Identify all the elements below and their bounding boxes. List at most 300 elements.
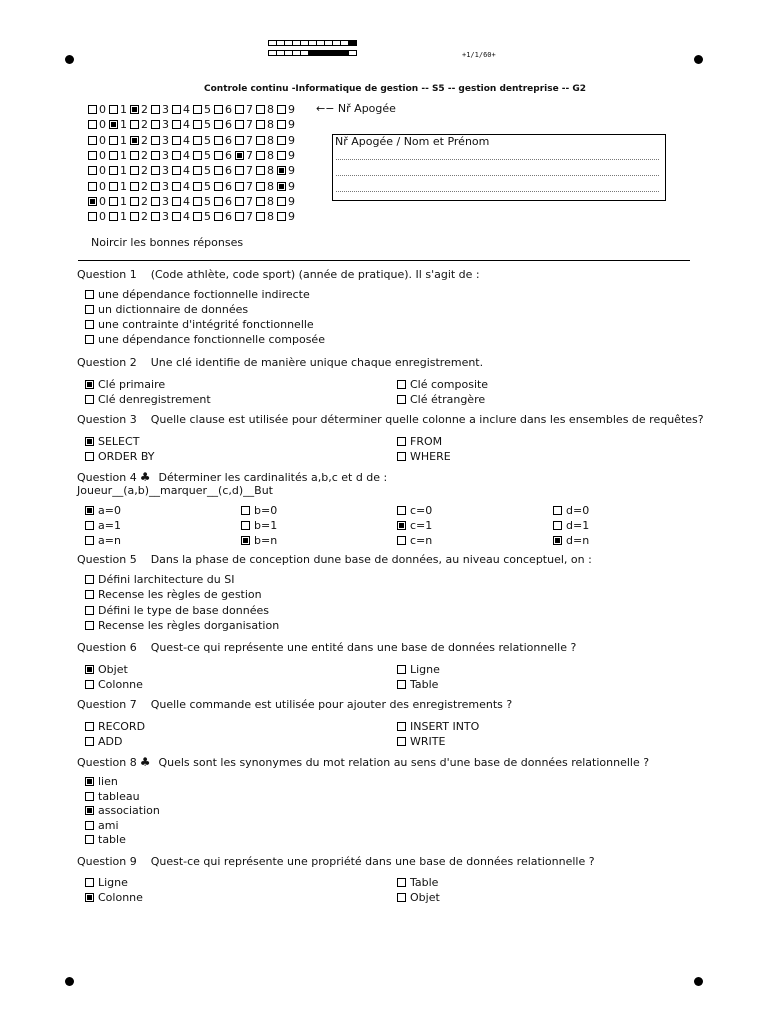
apogee-digit-3[interactable]	[151, 149, 169, 162]
apogee-digit-0[interactable]	[88, 164, 106, 177]
apogee-digit-7[interactable]	[235, 149, 253, 162]
page-id: +1/1/60+	[462, 51, 496, 59]
apogee-digit-4[interactable]	[172, 149, 190, 162]
checkbox-checked[interactable]	[277, 166, 286, 175]
apogee-digit-0[interactable]	[88, 103, 106, 116]
checkbox[interactable]	[88, 151, 97, 160]
checkbox[interactable]	[151, 197, 160, 206]
checkbox[interactable]	[193, 212, 202, 221]
apogee-digit-8[interactable]	[256, 180, 274, 193]
question-9-header	[77, 855, 595, 868]
apogee-digit-3[interactable]	[151, 103, 169, 116]
checkbox[interactable]	[88, 120, 97, 129]
answer-option[interactable]	[85, 303, 248, 316]
checkbox[interactable]	[397, 380, 406, 389]
checkbox[interactable]	[172, 105, 181, 114]
apogee-digit-8[interactable]	[256, 118, 274, 131]
apogee-digit-label: 6	[225, 103, 232, 116]
apogee-digit-4[interactable]	[172, 103, 190, 116]
answer-label: ami	[98, 818, 119, 832]
apogee-digit-1[interactable]	[109, 210, 127, 223]
checkbox[interactable]	[277, 212, 286, 221]
checkbox[interactable]	[235, 197, 244, 206]
apogee-digit-5[interactable]	[193, 103, 211, 116]
apogee-digit-9[interactable]	[277, 103, 295, 116]
checkbox[interactable]	[235, 166, 244, 175]
checkbox[interactable]	[214, 120, 223, 129]
answer-option[interactable]	[85, 775, 118, 788]
answer-option[interactable]	[85, 790, 140, 803]
apogee-digit-label: 3	[162, 148, 169, 162]
checkbox[interactable]	[88, 136, 97, 145]
checkbox[interactable]	[85, 792, 94, 801]
checkbox[interactable]	[151, 151, 160, 160]
apogee-digit-label: 1	[120, 148, 127, 162]
checkbox[interactable]	[85, 536, 94, 545]
answer-option[interactable]	[85, 378, 165, 391]
checkbox[interactable]	[193, 105, 202, 114]
checkbox[interactable]	[241, 506, 250, 515]
checkbox[interactable]	[397, 437, 406, 446]
checkbox[interactable]	[193, 136, 202, 145]
apogee-digit-3[interactable]	[151, 134, 169, 147]
apogee-digit-4[interactable]	[172, 118, 190, 131]
apogee-digit-4[interactable]	[172, 180, 190, 193]
apogee-digit-1[interactable]	[109, 195, 127, 208]
answer-option[interactable]	[85, 588, 262, 601]
checkbox[interactable]	[130, 151, 139, 160]
answer-label: Table	[410, 876, 439, 889]
apogee-digit-label: 2	[141, 133, 148, 147]
apogee-row	[88, 103, 298, 116]
checkbox[interactable]	[256, 212, 265, 221]
answer-label: Clé primaire	[98, 378, 166, 391]
answer-label: une dépendance fonctionnelle composée	[98, 333, 325, 346]
apogee-digit-5[interactable]	[193, 210, 211, 223]
checkbox[interactable]	[256, 136, 265, 145]
apogee-digit-8[interactable]	[256, 103, 274, 116]
answer-option[interactable]	[397, 876, 438, 889]
checkbox[interactable]	[277, 197, 286, 206]
checkbox[interactable]	[553, 506, 562, 515]
answer-option[interactable]	[241, 519, 277, 532]
checkbox[interactable]	[109, 182, 118, 191]
checkbox[interactable]	[214, 197, 223, 206]
answer-option[interactable]	[85, 573, 234, 586]
apogee-digit-1[interactable]	[109, 149, 127, 162]
multiple-answer-icon: ♣	[139, 470, 151, 484]
checkbox[interactable]	[109, 212, 118, 221]
checkbox[interactable]	[85, 835, 94, 844]
apogee-digit-6[interactable]	[214, 195, 232, 208]
apogee-digit-label: 1	[120, 164, 127, 178]
answer-option[interactable]	[553, 534, 589, 547]
checkbox[interactable]	[193, 197, 202, 206]
checkbox-checked[interactable]	[109, 120, 118, 129]
apogee-digit-3[interactable]	[151, 210, 169, 223]
checkbox[interactable]	[85, 737, 94, 746]
checkbox-checked[interactable]	[130, 136, 139, 145]
answer-option[interactable]	[85, 678, 143, 691]
answer-option[interactable]	[85, 435, 139, 448]
checkbox[interactable]	[85, 290, 94, 299]
apogee-digit-3[interactable]	[151, 195, 169, 208]
apogee-digit-7[interactable]	[235, 195, 253, 208]
answer-option[interactable]	[397, 519, 432, 532]
checkbox[interactable]	[130, 182, 139, 191]
answer-option[interactable]	[397, 378, 488, 391]
apogee-digit-1[interactable]	[109, 180, 127, 193]
checkbox[interactable]	[397, 536, 406, 545]
apogee-digit-label: 2	[141, 118, 148, 132]
checkbox[interactable]	[397, 737, 406, 746]
checkbox[interactable]	[193, 120, 202, 129]
apogee-digit-3[interactable]	[151, 180, 169, 193]
question-1-header	[77, 268, 480, 281]
checkbox[interactable]	[214, 105, 223, 114]
checkbox[interactable]	[214, 136, 223, 145]
apogee-digit-5[interactable]	[193, 118, 211, 131]
answer-option[interactable]	[85, 604, 269, 617]
question-4-header	[77, 470, 387, 484]
checkbox[interactable]	[235, 136, 244, 145]
checkbox-checked[interactable]	[85, 806, 94, 815]
question-label: Question 1	[77, 268, 137, 281]
apogee-digit-9[interactable]	[277, 149, 295, 162]
apogee-digit-5[interactable]	[193, 164, 211, 177]
apogee-digit-8[interactable]	[256, 210, 274, 223]
checkbox[interactable]	[85, 878, 94, 887]
apogee-digit-0[interactable]	[88, 210, 106, 223]
answer-option[interactable]	[397, 534, 432, 547]
answer-option[interactable]	[85, 720, 145, 733]
checkbox[interactable]	[85, 722, 94, 731]
apogee-digit-9[interactable]	[277, 118, 295, 131]
answer-label: SELECT	[98, 435, 140, 448]
checkbox[interactable]	[109, 136, 118, 145]
apogee-digit-7[interactable]	[235, 118, 253, 131]
answer-option[interactable]	[85, 450, 155, 463]
apogee-digit-8[interactable]	[256, 164, 274, 177]
answer-option[interactable]	[397, 735, 445, 748]
checkbox[interactable]	[235, 182, 244, 191]
checkbox-checked[interactable]	[553, 536, 562, 545]
apogee-digit-1[interactable]	[109, 134, 127, 147]
checkbox[interactable]	[109, 166, 118, 175]
question-text: (Code athlète, code sport) (année de pratique). Il s'agit de :	[150, 268, 480, 281]
checkbox-checked[interactable]	[241, 536, 250, 545]
checkbox[interactable]	[172, 182, 181, 191]
checkbox[interactable]	[256, 120, 265, 129]
apogee-digit-6[interactable]	[214, 164, 232, 177]
apogee-digit-2[interactable]	[130, 149, 148, 162]
apogee-digit-label: 3	[162, 133, 169, 147]
answer-label: c=1	[410, 519, 433, 532]
apogee-digit-label: 4	[183, 194, 190, 208]
apogee-digit-label: 4	[183, 118, 190, 132]
checkbox[interactable]	[85, 621, 94, 630]
question-text: Dans la phase de conception dune base de données, au niveau conceptuel, on :	[150, 553, 592, 566]
checkbox[interactable]	[151, 120, 160, 129]
apogee-digit-6[interactable]	[214, 149, 232, 162]
checkbox[interactable]	[85, 575, 94, 584]
checkbox[interactable]	[85, 606, 94, 615]
question-label: Question 9	[77, 855, 137, 868]
checkbox[interactable]	[214, 212, 223, 221]
answer-option[interactable]	[241, 504, 277, 517]
checkbox-checked[interactable]	[130, 105, 139, 114]
name-line-1	[336, 159, 659, 160]
answer-option[interactable]	[397, 663, 440, 676]
checkbox[interactable]	[214, 182, 223, 191]
apogee-digit-label: 0	[99, 179, 106, 193]
apogee-digit-0[interactable]	[88, 180, 106, 193]
checkbox[interactable]	[85, 821, 94, 830]
apogee-digit-0[interactable]	[88, 134, 106, 147]
checkbox[interactable]	[235, 212, 244, 221]
apogee-digit-7[interactable]	[235, 103, 253, 116]
apogee-digit-label: 5	[204, 118, 211, 132]
checkbox[interactable]	[172, 166, 181, 175]
apogee-digit-9[interactable]	[277, 195, 295, 208]
answer-label: a=0	[98, 504, 121, 517]
checkbox[interactable]	[235, 120, 244, 129]
checkbox-checked[interactable]	[85, 893, 94, 902]
checkbox-checked[interactable]	[277, 182, 286, 191]
apogee-digit-5[interactable]	[193, 180, 211, 193]
apogee-digit-4[interactable]	[172, 164, 190, 177]
checkbox[interactable]	[553, 521, 562, 530]
answer-option[interactable]	[85, 318, 314, 331]
apogee-digit-9[interactable]	[277, 134, 295, 147]
apogee-digit-5[interactable]	[193, 134, 211, 147]
checkbox[interactable]	[172, 212, 181, 221]
answer-option[interactable]	[85, 735, 122, 748]
checkbox[interactable]	[130, 166, 139, 175]
answer-option[interactable]	[241, 534, 277, 547]
apogee-digit-0[interactable]	[88, 149, 106, 162]
checkbox-checked[interactable]	[88, 197, 97, 206]
apogee-digit-6[interactable]	[214, 210, 232, 223]
answer-option[interactable]	[85, 288, 310, 301]
answer-option[interactable]	[553, 504, 589, 517]
apogee-digit-9[interactable]	[277, 164, 295, 177]
apogee-digit-label: 9	[288, 103, 295, 116]
answer-option[interactable]	[553, 519, 589, 532]
checkbox[interactable]	[172, 120, 181, 129]
question-2-header	[77, 356, 483, 369]
apogee-digit-6[interactable]	[214, 134, 232, 147]
checkbox[interactable]	[277, 151, 286, 160]
checkbox[interactable]	[88, 105, 97, 114]
checkbox[interactable]	[85, 335, 94, 344]
checkbox[interactable]	[397, 395, 406, 404]
apogee-digit-8[interactable]	[256, 195, 274, 208]
checkbox[interactable]	[172, 197, 181, 206]
checkbox[interactable]	[214, 166, 223, 175]
checkbox[interactable]	[109, 151, 118, 160]
apogee-digit-8[interactable]	[256, 134, 274, 147]
apogee-digit-2[interactable]	[130, 118, 148, 131]
checkbox[interactable]	[172, 136, 181, 145]
checkbox[interactable]	[397, 878, 406, 887]
answer-label: association	[98, 804, 160, 818]
checkbox[interactable]	[85, 320, 94, 329]
apogee-digit-1[interactable]	[109, 164, 127, 177]
answer-option[interactable]	[85, 619, 279, 632]
checkbox[interactable]	[172, 151, 181, 160]
checkbox[interactable]	[85, 452, 94, 461]
answer-label: Ligne	[410, 663, 440, 676]
checkbox[interactable]	[397, 506, 406, 515]
apogee-digit-4[interactable]	[172, 134, 190, 147]
apogee-digit-9[interactable]	[277, 180, 295, 193]
answer-option[interactable]	[85, 833, 126, 846]
apogee-digit-2[interactable]	[130, 134, 148, 147]
answer-label: tableau	[98, 789, 140, 803]
apogee-digit-7[interactable]	[235, 180, 253, 193]
checkbox[interactable]	[130, 197, 139, 206]
apogee-digit-3[interactable]	[151, 118, 169, 131]
checkbox[interactable]	[88, 182, 97, 191]
checkbox[interactable]	[256, 182, 265, 191]
answer-option[interactable]	[85, 333, 325, 346]
multiple-answer-icon: ♣	[139, 755, 151, 769]
apogee-digit-5[interactable]	[193, 149, 211, 162]
checkbox-checked[interactable]	[235, 151, 244, 160]
apogee-digit-2[interactable]	[130, 180, 148, 193]
checkbox[interactable]	[85, 305, 94, 314]
checkbox[interactable]	[109, 197, 118, 206]
apogee-digit-7[interactable]	[235, 134, 253, 147]
checkbox[interactable]	[256, 105, 265, 114]
apogee-digit-0[interactable]	[88, 195, 106, 208]
checkbox[interactable]	[151, 182, 160, 191]
checkbox[interactable]	[130, 120, 139, 129]
checkbox[interactable]	[151, 212, 160, 221]
apogee-digit-4[interactable]	[172, 195, 190, 208]
apogee-digit-7[interactable]	[235, 210, 253, 223]
answer-option[interactable]	[85, 519, 121, 532]
checkbox[interactable]	[130, 212, 139, 221]
checkbox[interactable]	[214, 151, 223, 160]
checkbox-checked[interactable]	[397, 521, 406, 530]
answer-option[interactable]	[397, 678, 438, 691]
apogee-digit-5[interactable]	[193, 195, 211, 208]
answer-option[interactable]	[397, 891, 440, 904]
checkbox[interactable]	[85, 590, 94, 599]
apogee-digit-label: 8	[267, 210, 274, 224]
answer-option[interactable]	[397, 720, 479, 733]
checkbox-checked[interactable]	[85, 437, 94, 446]
checkbox-checked[interactable]	[85, 380, 94, 389]
checkbox[interactable]	[397, 680, 406, 689]
apogee-digit-6[interactable]	[214, 118, 232, 131]
answer-option[interactable]	[85, 663, 128, 676]
checkbox[interactable]	[277, 105, 286, 114]
answer-option[interactable]	[397, 393, 485, 406]
answer-option[interactable]	[85, 393, 211, 406]
checkbox[interactable]	[85, 521, 94, 530]
apogee-digit-7[interactable]	[235, 164, 253, 177]
checkbox[interactable]	[397, 665, 406, 674]
checkbox[interactable]	[88, 212, 97, 221]
checkbox[interactable]	[151, 105, 160, 114]
apogee-digit-label: 8	[267, 103, 274, 116]
checkbox[interactable]	[241, 521, 250, 530]
answer-option[interactable]	[397, 450, 451, 463]
answer-option[interactable]	[85, 804, 160, 817]
checkbox[interactable]	[88, 166, 97, 175]
corner-mark-top-left	[65, 55, 74, 64]
apogee-digit-label: 7	[246, 210, 253, 224]
checkbox[interactable]	[151, 166, 160, 175]
apogee-digit-4[interactable]	[172, 210, 190, 223]
checkbox[interactable]	[193, 182, 202, 191]
answer-option[interactable]	[397, 504, 432, 517]
apogee-digit-1[interactable]	[109, 118, 127, 131]
answer-label: Table	[410, 678, 439, 691]
apogee-digit-0[interactable]	[88, 118, 106, 131]
checkbox-checked[interactable]	[85, 777, 94, 786]
apogee-digit-3[interactable]	[151, 164, 169, 177]
apogee-digit-9[interactable]	[277, 210, 295, 223]
answer-option[interactable]	[85, 504, 121, 517]
checkbox[interactable]	[193, 151, 202, 160]
answer-label: Ligne	[98, 876, 128, 889]
apogee-digit-label: 9	[288, 210, 295, 224]
answer-option[interactable]	[85, 534, 121, 547]
question-text: Une clé identifie de manière unique chaque enregistrement.	[150, 356, 484, 369]
apogee-digit-2[interactable]	[130, 210, 148, 223]
checkbox[interactable]	[85, 680, 94, 689]
answer-label: Clé étrangère	[410, 393, 486, 406]
name-box[interactable]	[332, 134, 666, 201]
apogee-digit-2[interactable]	[130, 103, 148, 116]
apogee-digit-label: 7	[246, 133, 253, 147]
answer-label: table	[98, 833, 126, 847]
answer-option[interactable]	[85, 819, 119, 832]
answer-option[interactable]	[397, 435, 442, 448]
answer-option[interactable]	[85, 876, 128, 889]
answer-option[interactable]	[85, 891, 143, 904]
apogee-digit-6[interactable]	[214, 103, 232, 116]
apogee-digit-6[interactable]	[214, 180, 232, 193]
apogee-digit-2[interactable]	[130, 195, 148, 208]
apogee-digit-1[interactable]	[109, 103, 127, 116]
checkbox-checked[interactable]	[85, 665, 94, 674]
answer-label: ORDER BY	[98, 450, 155, 463]
checkbox[interactable]	[151, 136, 160, 145]
checkbox[interactable]	[277, 136, 286, 145]
checkbox[interactable]	[397, 722, 406, 731]
checkbox[interactable]	[397, 893, 406, 902]
checkbox[interactable]	[256, 197, 265, 206]
checkbox-checked[interactable]	[85, 506, 94, 515]
barcode-bottom	[268, 50, 356, 56]
apogee-digit-label: 5	[204, 133, 211, 147]
checkbox[interactable]	[277, 120, 286, 129]
checkbox[interactable]	[256, 151, 265, 160]
apogee-digit-2[interactable]	[130, 164, 148, 177]
checkbox[interactable]	[397, 452, 406, 461]
checkbox[interactable]	[109, 105, 118, 114]
checkbox[interactable]	[235, 105, 244, 114]
checkbox[interactable]	[85, 395, 94, 404]
checkbox[interactable]	[256, 166, 265, 175]
checkbox[interactable]	[193, 166, 202, 175]
apogee-digit-8[interactable]	[256, 149, 274, 162]
